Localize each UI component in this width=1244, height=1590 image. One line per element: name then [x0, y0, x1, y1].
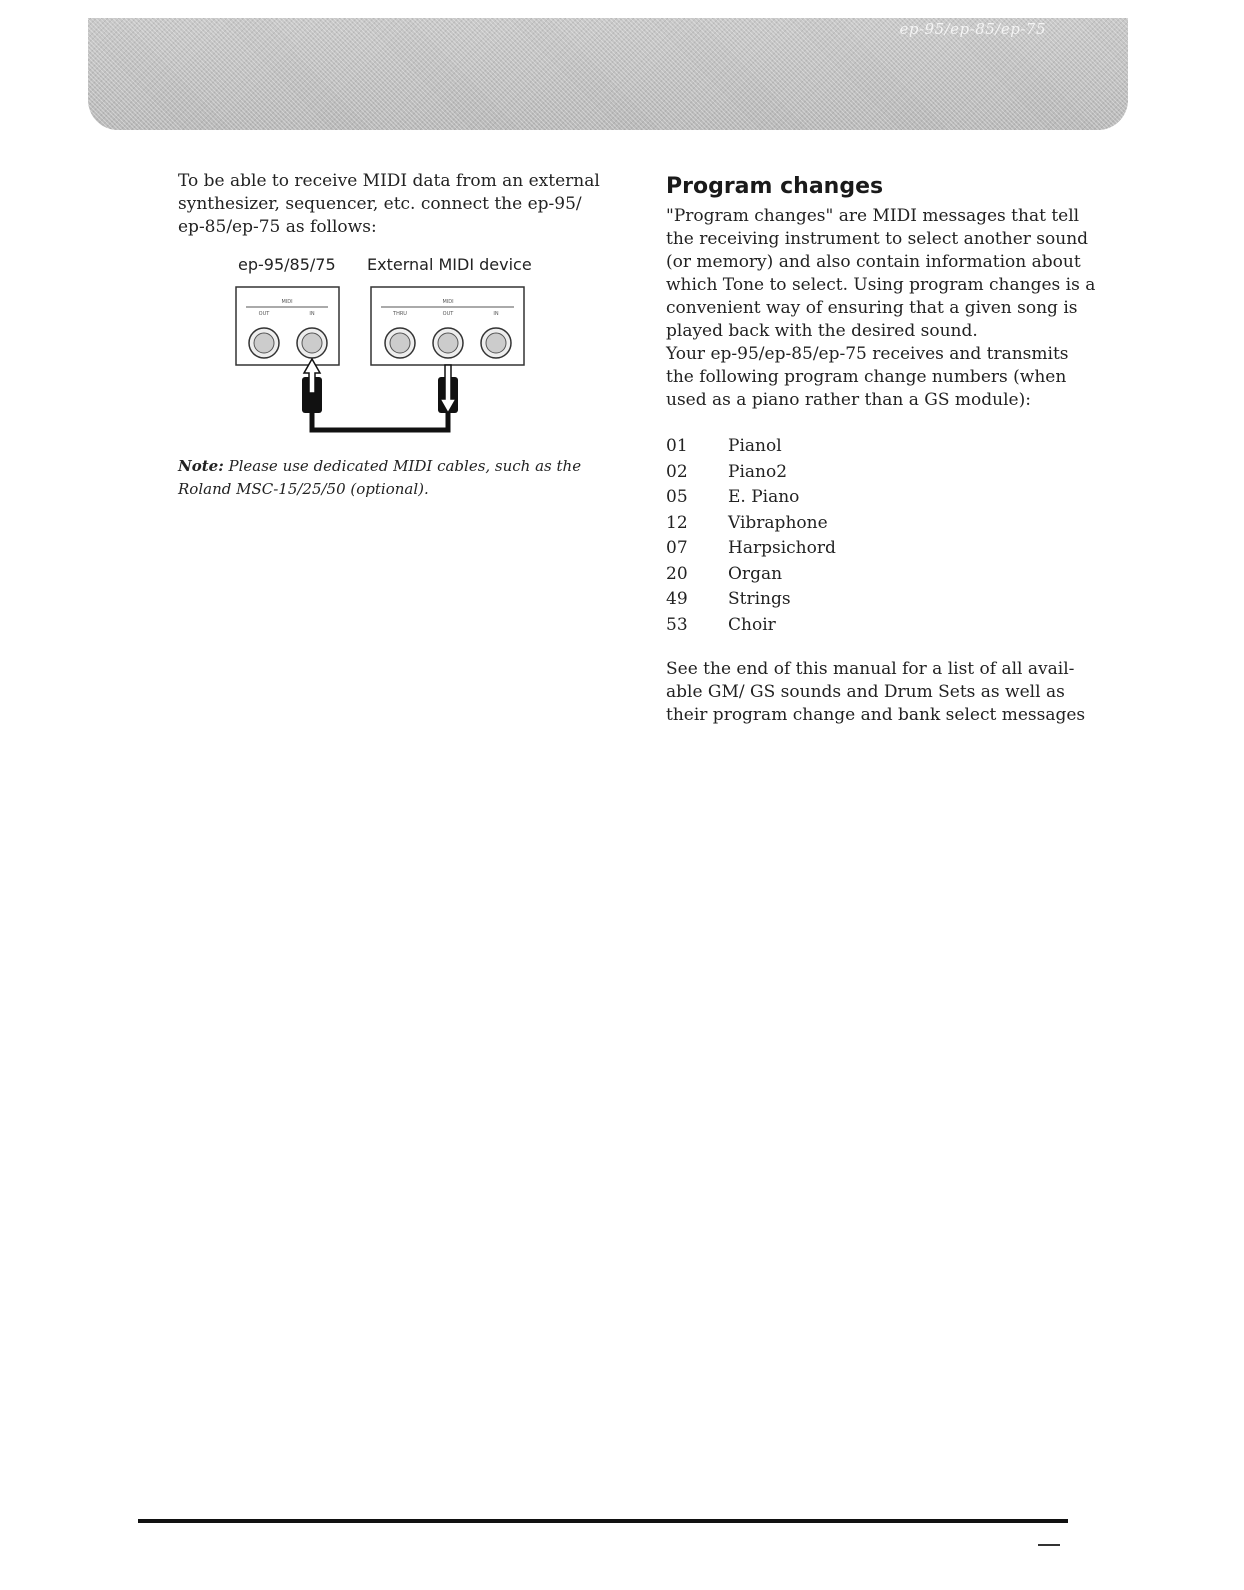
note-text: Please use dedicated MIDI cables, such as the Roland MSC-15/25/50 (optional).: [178, 457, 582, 498]
program-name: Strings: [728, 589, 791, 609]
list-item: [666, 485, 1096, 511]
note: [178, 455, 598, 501]
program-number: 12: [666, 512, 688, 533]
program-number: 01: [666, 436, 688, 456]
program-name: E. Piano: [728, 487, 800, 507]
midi-cable: [312, 410, 448, 430]
external-port-thru-label: THRU: [393, 311, 407, 317]
diagram-label-device: ep-95/85/75: [238, 255, 336, 274]
right-column: [666, 170, 1096, 727]
program-name: Harpsichord: [728, 538, 836, 558]
device-group-label: MIDI: [281, 299, 293, 305]
midi-connection-diagram: [178, 255, 578, 445]
device-port-out-connector: [249, 328, 279, 358]
intro-paragraph: To be able to receive MIDI data from an external synthesizer, sequencer, etc. connect the ep-95/ ep-85/ep-75 as follows:: [178, 171, 600, 237]
left-column: [178, 170, 608, 239]
device-port-in-label: IN: [309, 311, 315, 317]
external-port-out-label: OUT: [442, 311, 454, 317]
page-mark: [1038, 1544, 1060, 1546]
program-number: 02: [666, 461, 688, 482]
sound-list-reference: See the end of this manual for a list of all avail-able GM/ GS sounds and Drum Sets as well as their program change and bank select messages: [666, 659, 1086, 725]
program-list: [666, 434, 1096, 638]
program-name: Organ: [728, 563, 783, 584]
list-item: [666, 587, 1096, 613]
device-port-out-label: OUT: [258, 311, 270, 317]
program-name: Piano2: [728, 461, 788, 482]
diagram-graphic: [178, 255, 578, 445]
list-item: [666, 460, 1096, 486]
program-name: Pianol: [728, 436, 782, 456]
list-item: [666, 613, 1096, 639]
external-group-label: MIDI: [442, 299, 454, 305]
section-heading: Program changes: [666, 174, 884, 199]
external-port-in-label: IN: [493, 311, 499, 317]
note-label: Note:: [178, 457, 224, 475]
program-number: 49: [666, 589, 688, 609]
program-name: Vibraphone: [728, 512, 828, 533]
program-number: 53: [666, 614, 688, 635]
program-change-intro: Your ep-95/ep-85/ep-75 receives and transmits the following program change numbers (when used as a piano rather than a GS module):: [666, 344, 1069, 410]
list-item: [666, 536, 1096, 562]
header-title: ep-95/ep-85/ep-75: [899, 20, 1046, 38]
program-name: Choir: [728, 614, 776, 635]
plug-right-down-arrow: [438, 365, 458, 413]
program-number: 20: [666, 563, 688, 584]
program-change-description: "Program changes" are MIDI messages that tell the receiving instrument to select another sound (or memory) and also contain information about which Tone to select. Using program changes is a convenient way of ensuring that a given song is played back with the desired sound.: [666, 206, 1096, 341]
footer-rule: [138, 1519, 1068, 1523]
header-band: [88, 18, 1128, 130]
program-number: 07: [666, 538, 688, 558]
program-number: 05: [666, 487, 688, 507]
device-port-in-connector: [297, 328, 327, 358]
external-port-in-connector: [481, 328, 511, 358]
list-item: [666, 434, 1096, 460]
external-port-thru-connector: [385, 328, 415, 358]
diagram-label-external: External MIDI device: [367, 255, 532, 274]
external-port-out-connector: [433, 328, 463, 358]
list-item: [666, 511, 1096, 537]
list-item: [666, 562, 1096, 588]
plug-left-up-arrow: [302, 359, 322, 413]
